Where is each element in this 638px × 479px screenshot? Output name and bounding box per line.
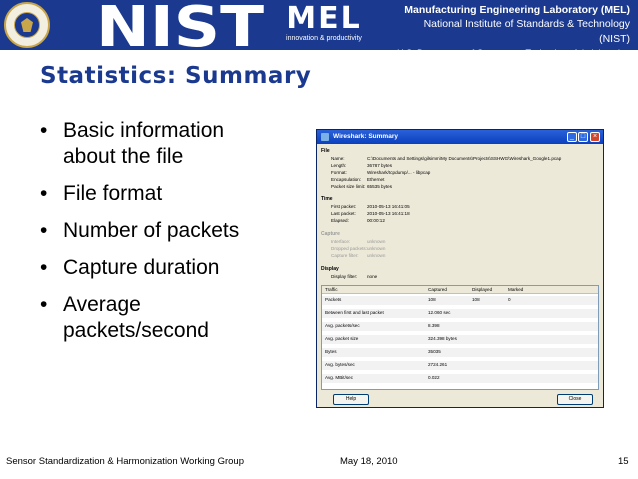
file-row (317, 162, 603, 169)
field-label: Dropped packets: (331, 246, 368, 251)
field-value: none (367, 274, 378, 279)
wireshark-summary-window (316, 129, 604, 408)
file-row (317, 176, 603, 183)
field-label: Display filter: (331, 274, 358, 279)
field-label: Name: (331, 156, 345, 161)
wireshark-icon (321, 133, 329, 141)
row-captured: 324.398 bytes (428, 336, 457, 341)
help-button[interactable]: Help (333, 394, 369, 405)
column-header[interactable]: Marked (508, 287, 524, 292)
nist-logo (96, 0, 266, 60)
bullet-item: • Average packets/second (38, 292, 278, 344)
header-banner (0, 0, 638, 60)
field-label: Capture filter: (331, 253, 359, 258)
bullet-item: • File format (38, 181, 278, 207)
mel-logo-text: MEL (286, 1, 362, 36)
time-row (317, 210, 603, 217)
file-section-label: File (321, 148, 330, 154)
capture-row (317, 252, 603, 259)
display-section-label: Display (321, 266, 339, 272)
file-row (317, 183, 603, 190)
mel-tagline: innovation & productivity (286, 35, 362, 42)
bullet-item: • Basic information about the file (38, 118, 278, 170)
row-captured: 108 (428, 297, 436, 302)
file-row (317, 155, 603, 162)
table-row[interactable] (322, 361, 598, 370)
capture-row (317, 245, 603, 252)
table-row[interactable] (322, 374, 598, 383)
time-row (317, 203, 603, 210)
close-button[interactable]: Close (557, 394, 593, 405)
field-label: Elapsed: (331, 218, 349, 223)
traffic-table (321, 285, 599, 390)
row-name: Packets (325, 297, 342, 302)
row-name: Avg. MBit/sec (325, 375, 353, 380)
field-value: 00:00:12 (367, 218, 385, 223)
capture-row (317, 238, 603, 245)
bullet-item: • Capture duration (38, 255, 278, 281)
table-row[interactable] (322, 296, 598, 305)
capture-section-label: Capture (321, 231, 340, 237)
mel-logo (280, 2, 368, 48)
maximize-icon[interactable]: □ (578, 132, 588, 142)
field-value: unknown (367, 239, 386, 244)
field-value: 2010-05-13 16:41:05 (367, 204, 410, 209)
column-header[interactable]: Traffic (325, 287, 338, 292)
row-name: Bytes (325, 349, 337, 354)
field-value: unknown (367, 253, 386, 258)
table-row[interactable] (322, 309, 598, 318)
footer-date: May 18, 2010 (340, 456, 398, 467)
lab-name: Manufacturing Engineering Laboratory (MEL) (404, 4, 630, 16)
field-label: Length: (331, 163, 347, 168)
institute-name: National Institute of Standards & Technology (NIST) (423, 18, 630, 45)
field-label: Encapsulation: (331, 177, 362, 182)
field-label: Format: (331, 170, 347, 175)
field-value: 36787 bytes (367, 163, 393, 168)
display-row (317, 273, 603, 280)
eagle-icon (14, 12, 40, 38)
table-row[interactable] (322, 322, 598, 331)
bullet-item: • Number of packets (38, 218, 278, 244)
department-name: U.S. Department of Commerce, Technology Administration (397, 48, 630, 58)
row-name: Avg. packet size (325, 336, 359, 341)
field-value: unknown (367, 246, 386, 251)
table-header (322, 286, 598, 294)
field-value: Ethernet (367, 177, 385, 182)
nist-logo-text: NIST (96, 0, 264, 60)
field-label: Packet size limit: (331, 184, 366, 189)
row-name: Avg. packets/sec (325, 323, 360, 328)
row-name: Avg. bytes/sec (325, 362, 355, 367)
window-titlebar[interactable] (317, 130, 603, 144)
time-section-label: Time (321, 196, 333, 202)
field-value: C:\Documents and Settings\gilsimm\My Documents\Projects\SSHWG\Wireshark_Google1.pcap (367, 156, 562, 161)
row-captured: 8.398 (428, 323, 440, 328)
footer-group-name: Sensor Standardization & Harmonization Working Group (6, 456, 244, 467)
header-text (390, 3, 630, 60)
field-label: First packet: (331, 204, 357, 209)
column-header[interactable]: Displayed (472, 287, 493, 292)
table-row[interactable] (322, 348, 598, 357)
window-title: Wireshark: Summary (333, 133, 398, 140)
row-captured: 0.022 (428, 375, 440, 380)
row-displayed: 108 (472, 297, 480, 302)
minimize-icon[interactable]: _ (567, 132, 577, 142)
table-row[interactable] (322, 335, 598, 344)
row-captured: 12.060 sec (428, 310, 451, 315)
row-marked: 0 (508, 297, 511, 302)
slide-title: Statistics: Summary (40, 63, 312, 89)
time-row (317, 217, 603, 224)
bullet-list (38, 118, 278, 355)
row-captured: 35035 (428, 349, 441, 354)
field-value: 2010-05-13 16:41:18 (367, 211, 410, 216)
row-name: Between first and last packet (325, 310, 384, 315)
close-icon[interactable]: × (590, 132, 600, 142)
commerce-seal-logo (4, 2, 50, 48)
field-label: Interface: (331, 239, 351, 244)
column-header[interactable]: Captured (428, 287, 447, 292)
field-value: 65535 bytes (367, 184, 393, 189)
field-value: Wireshark/tcpdump/... - libpcap (367, 170, 431, 175)
file-row (317, 169, 603, 176)
slide-number: 15 (618, 456, 629, 467)
row-captured: 2724.261 (428, 362, 448, 367)
field-label: Last packet: (331, 211, 356, 216)
